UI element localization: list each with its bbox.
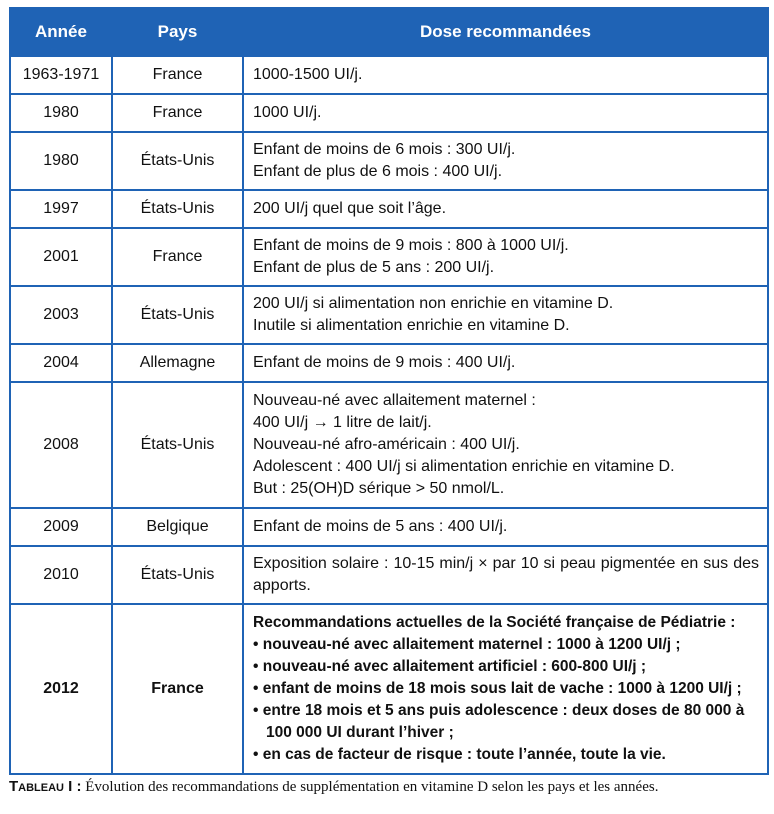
dose-cell	[243, 604, 768, 774]
year-cell: 1997	[10, 190, 112, 228]
year-cell: 1980	[10, 94, 112, 132]
country-cell: France	[112, 56, 243, 94]
dose-bullet: • nouveau-né avec allaitement maternel : 1000 à 1200 UI/j ;	[253, 636, 681, 653]
dose-cell	[243, 228, 768, 286]
dose-line: Inutile si alimentation enrichie en vitamine D.	[253, 317, 570, 334]
dose-line: 200 UI/j quel que soit l’âge.	[253, 200, 447, 217]
table-caption	[9, 778, 658, 796]
table-row	[10, 382, 768, 508]
table-row	[10, 190, 768, 228]
country-cell: France	[112, 228, 243, 286]
header-year: Année	[10, 8, 112, 56]
table-header	[10, 8, 768, 56]
year-cell: 2003	[10, 286, 112, 344]
country-cell: États-Unis	[112, 190, 243, 228]
table-row	[10, 604, 768, 774]
year-cell: 1963-1971	[10, 56, 112, 94]
dose-cell	[243, 382, 768, 508]
year-cell: 2009	[10, 508, 112, 546]
dose-bullet: • nouveau-né avec allaitement artificiel : 600-800 UI/j ;	[253, 658, 647, 675]
dose-cell	[243, 132, 768, 190]
year-cell: 2012	[10, 604, 112, 774]
caption-text: Évolution des recommandations de supplémentation en vitamine D selon les pays et les années.	[81, 779, 659, 795]
dose-cell	[243, 286, 768, 344]
year-cell: 2010	[10, 546, 112, 604]
dose-bullet: • enfant de moins de 18 mois sous lait de vache : 1000 à 1200 UI/j ;	[253, 680, 742, 697]
dose-line: Enfant de plus de 6 mois : 400 UI/j.	[253, 163, 503, 180]
dose-line: 1000-1500 UI/j.	[253, 66, 363, 83]
dose-line: Enfant de moins de 9 mois : 800 à 1000 UI/j.	[253, 237, 569, 254]
table-row	[10, 508, 768, 546]
dose-cell	[243, 508, 768, 546]
dose-cell	[243, 56, 768, 94]
dose-cell	[243, 94, 768, 132]
country-cell: États-Unis	[112, 132, 243, 190]
dose-line: 400 UI/j → 1 litre de lait/j.	[253, 414, 432, 431]
header-country: Pays	[112, 8, 243, 56]
year-cell: 1980	[10, 132, 112, 190]
year-cell: 2004	[10, 344, 112, 382]
dose-line: 1000 UI/j.	[253, 104, 322, 121]
dose-bullet-continuation: 100 000 UI durant l’hiver ;	[266, 724, 454, 741]
year-cell: 2008	[10, 382, 112, 508]
dose-line: Adolescent : 400 UI/j si alimentation enrichie en vitamine D.	[253, 458, 675, 475]
dose-cell	[243, 190, 768, 228]
table-row	[10, 132, 768, 190]
dose-line: Exposition solaire : 10-15 min/j × par 10 si peau pigmentée en sus des apports.	[253, 555, 759, 594]
dose-cell	[243, 344, 768, 382]
recommendations-table	[9, 7, 769, 775]
dose-line: Recommandations actuelles de la Société française de Pédiatrie :	[253, 614, 736, 631]
dose-line: Enfant de moins de 6 mois : 300 UI/j.	[253, 141, 516, 158]
country-cell: Belgique	[112, 508, 243, 546]
table-row	[10, 546, 768, 604]
dose-cell	[243, 546, 768, 604]
dose-line: 200 UI/j si alimentation non enrichie en vitamine D.	[253, 295, 614, 312]
dose-line: Enfant de plus de 5 ans : 200 UI/j.	[253, 259, 495, 276]
table-row	[10, 344, 768, 382]
dose-line: Enfant de moins de 5 ans : 400 UI/j.	[253, 518, 508, 535]
year-cell: 2001	[10, 228, 112, 286]
table-row	[10, 286, 768, 344]
table-row	[10, 228, 768, 286]
country-cell: États-Unis	[112, 286, 243, 344]
country-cell: États-Unis	[112, 546, 243, 604]
country-cell: France	[112, 604, 243, 774]
dose-line: Enfant de moins de 9 mois : 400 UI/j.	[253, 354, 516, 371]
dose-line: Nouveau-né avec allaitement maternel :	[253, 392, 536, 409]
table-row	[10, 94, 768, 132]
dose-line: Nouveau-né afro-américain : 400 UI/j.	[253, 436, 520, 453]
header-dose: Dose recommandées	[243, 8, 768, 56]
dose-line: But : 25(OH)D sérique > 50 nmol/L.	[253, 480, 505, 497]
caption-lead: Tableau I :	[9, 778, 82, 795]
dose-bullet: • entre 18 mois et 5 ans puis adolescence : deux doses de 80 000 à	[253, 702, 745, 719]
country-cell: États-Unis	[112, 382, 243, 508]
recommendations-table-container	[9, 7, 767, 775]
country-cell: France	[112, 94, 243, 132]
dose-bullet: • en cas de facteur de risque : toute l’année, toute la vie.	[253, 746, 666, 763]
table-row	[10, 56, 768, 94]
country-cell: Allemagne	[112, 344, 243, 382]
